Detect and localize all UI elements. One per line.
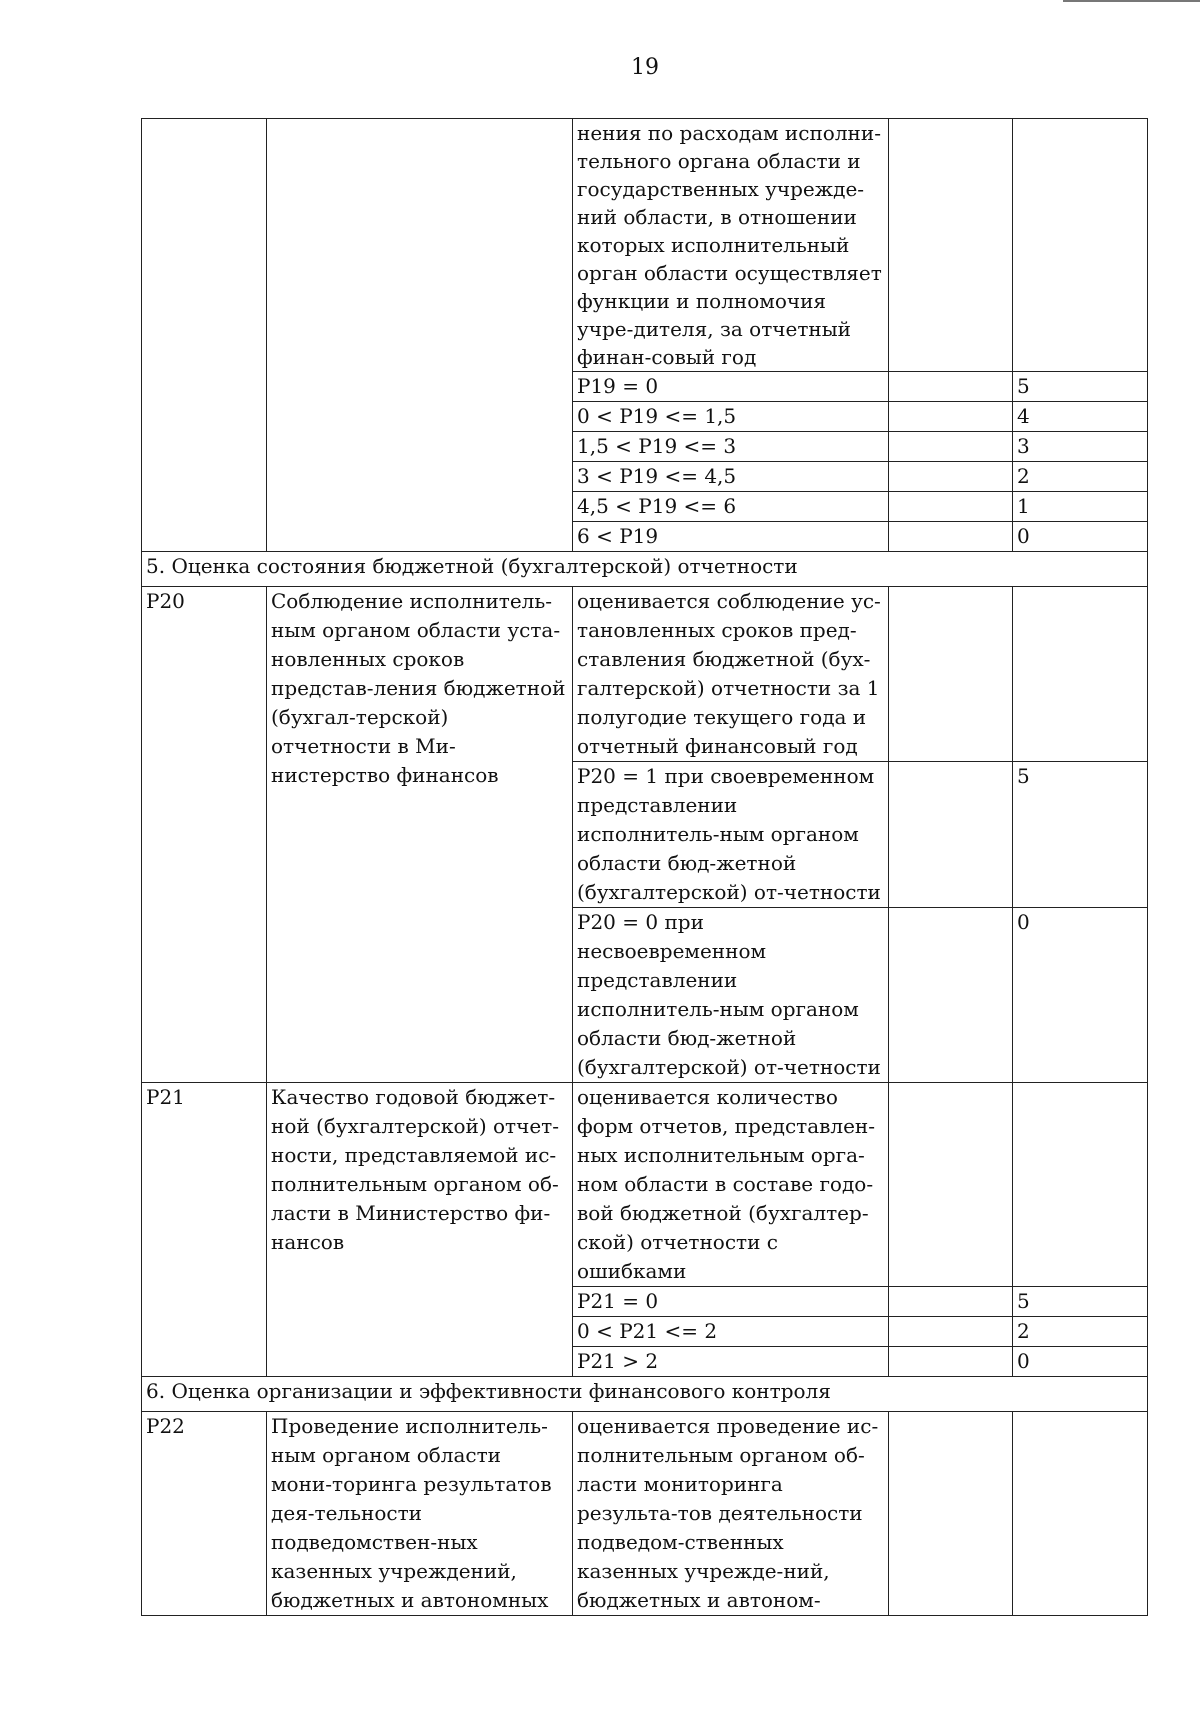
blank-cell — [889, 119, 1013, 372]
table-row — [142, 1083, 1148, 1287]
blank-cell — [1013, 119, 1148, 372]
method-cell: нения по расходам исполни-тельного органа области и государственных учрежде-ний области, в отношении которых исполнительный орган области осуществляет функции и полномочия учре-дителя, за отчетный финан-совый год — [573, 119, 889, 372]
blank-cell — [889, 762, 1013, 908]
criteria-table — [141, 118, 1148, 1616]
blank-cell — [889, 1412, 1013, 1616]
code-cell: P22 — [142, 1412, 267, 1616]
blank-cell — [1013, 1412, 1148, 1616]
code-cell: P21 — [142, 1083, 267, 1377]
blank-cell — [889, 492, 1013, 522]
section-header-row — [142, 1377, 1148, 1412]
blank-cell — [889, 432, 1013, 462]
indicator-name-cell — [267, 119, 573, 552]
score-cell: 3 — [1013, 432, 1148, 462]
blank-cell — [889, 1347, 1013, 1377]
indicator-name-cell: Соблюдение исполнитель-ным органом области уста-новленных сроков представ-ления бюджетной (бухгал-терской) отчетности в Ми-нистерство финансов — [267, 587, 573, 1083]
blank-cell — [889, 1287, 1013, 1317]
score-cell: 0 — [1013, 908, 1148, 1083]
table-row — [142, 119, 1148, 372]
blank-cell — [889, 402, 1013, 432]
score-cell: 5 — [1013, 1287, 1148, 1317]
method-cell: оценивается количество форм отчетов, представлен-ных исполнительным орга-ном области в составе годо-вой бюджетной (бухгалтер-ской) отчетности с ошибками — [573, 1083, 889, 1287]
code-cell — [142, 119, 267, 552]
condition-cell: 0 < P19 <= 1,5 — [573, 402, 889, 432]
score-cell: 5 — [1013, 372, 1148, 402]
score-cell: 4 — [1013, 402, 1148, 432]
condition-cell: P19 = 0 — [573, 372, 889, 402]
score-cell: 2 — [1013, 462, 1148, 492]
blank-cell — [889, 1317, 1013, 1347]
blank-cell — [889, 522, 1013, 552]
condition-cell: P20 = 0 при несвоевременном представлении исполнитель-ным органом области бюд-жетной (бухгалтерской) от-четности — [573, 908, 889, 1083]
indicator-name-cell: Проведение исполнитель-ным органом области мони-торинга результатов дея-тельности подведомствен-ных казенных учреждений, бюджетных и автономных — [267, 1412, 573, 1616]
score-cell: 2 — [1013, 1317, 1148, 1347]
condition-cell: 4,5 < P19 <= 6 — [573, 492, 889, 522]
score-cell: 1 — [1013, 492, 1148, 522]
condition-cell: 0 < P21 <= 2 — [573, 1317, 889, 1347]
section-title: 5. Оценка состояния бюджетной (бухгалтерской) отчетности — [142, 552, 1148, 587]
score-cell: 0 — [1013, 522, 1148, 552]
table-row — [142, 1412, 1148, 1616]
blank-cell — [889, 1083, 1013, 1287]
code-cell: P20 — [142, 587, 267, 1083]
blank-cell — [889, 462, 1013, 492]
condition-cell: P20 = 1 при своевременном представлении исполнитель-ным органом области бюд-жетной (бухгалтерской) от-четности — [573, 762, 889, 908]
section-title: 6. Оценка организации и эффективности финансового контроля — [142, 1377, 1148, 1412]
blank-cell — [1013, 1083, 1148, 1287]
method-cell: оценивается соблюдение ус-тановленных сроков пред-ставления бюджетной (бух-галтерской) отчетности за 1 полугодие текущего года и отчетный финансовый год — [573, 587, 889, 762]
blank-cell — [889, 908, 1013, 1083]
page-number: 19 — [631, 55, 659, 80]
condition-cell: 6 < P19 — [573, 522, 889, 552]
score-cell: 0 — [1013, 1347, 1148, 1377]
condition-cell: P21 > 2 — [573, 1347, 889, 1377]
table-row — [142, 587, 1148, 762]
method-cell: оценивается проведение ис-полнительным органом об-ласти мониторинга результа-тов деятельности подведом-ственных казенных учрежде-ний, бюджетных и автоном- — [573, 1412, 889, 1616]
score-cell: 5 — [1013, 762, 1148, 908]
section-header-row — [142, 552, 1148, 587]
top-edge-line — [1063, 0, 1200, 2]
blank-cell — [889, 372, 1013, 402]
blank-cell — [1013, 587, 1148, 762]
condition-cell: 3 < P19 <= 4,5 — [573, 462, 889, 492]
blank-cell — [889, 587, 1013, 762]
indicator-name-cell: Качество годовой бюджет-ной (бухгалтерской) отчет-ности, представляемой ис-полнительным органом об-ласти в Министерство фи-нансов — [267, 1083, 573, 1377]
condition-cell: 1,5 < P19 <= 3 — [573, 432, 889, 462]
condition-cell: P21 = 0 — [573, 1287, 889, 1317]
